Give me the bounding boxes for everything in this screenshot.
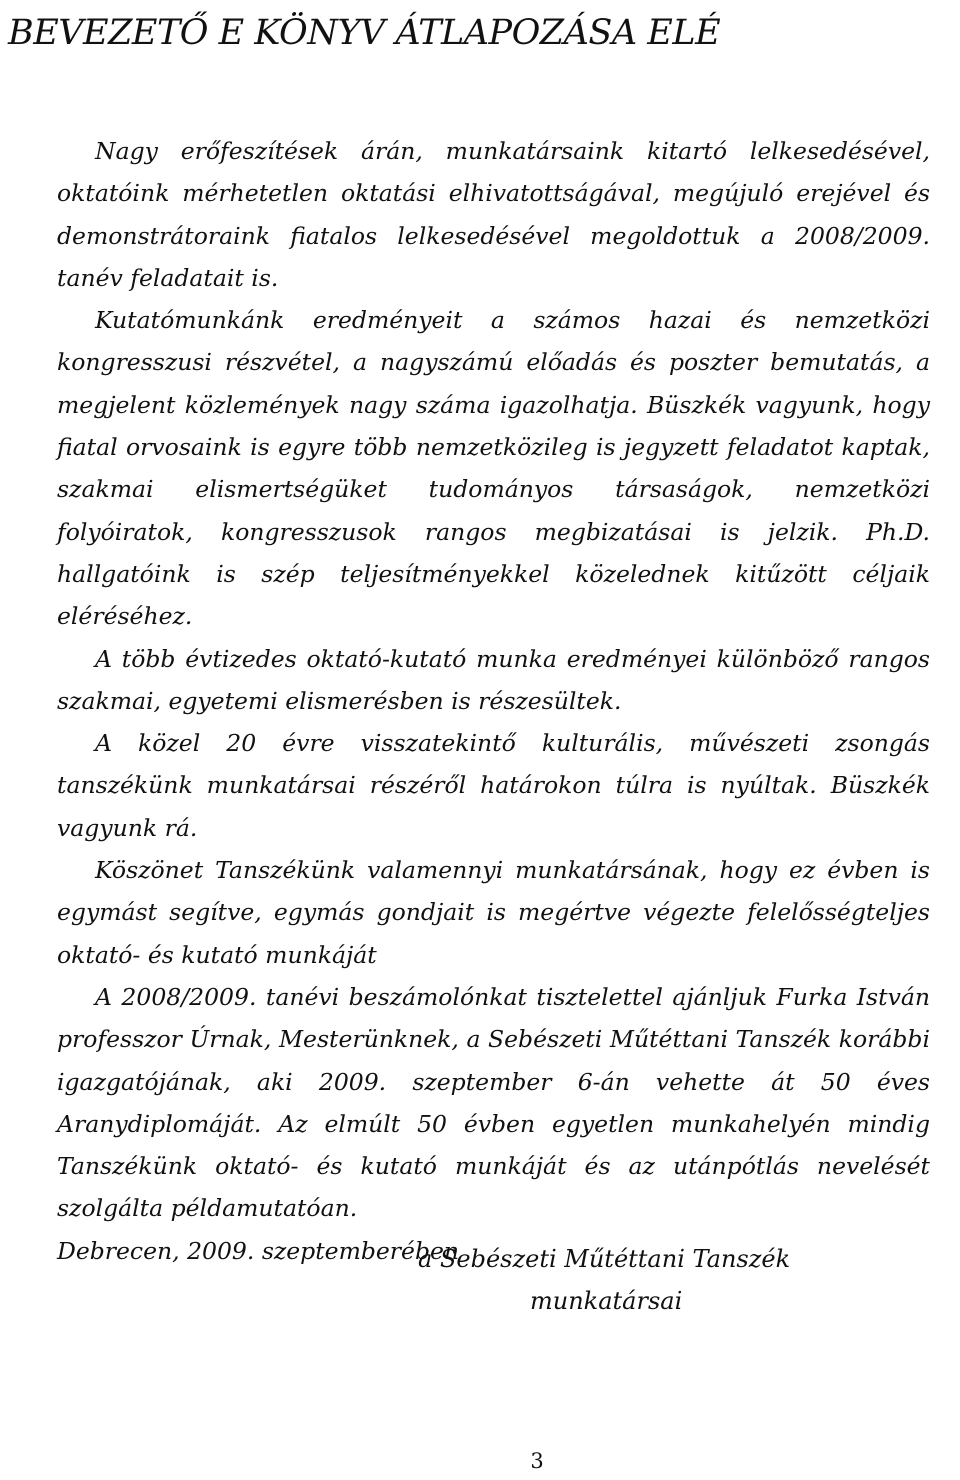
signature-line-1: a Sebészeti Műtéttani Tanszék [418, 1245, 791, 1273]
signature-line-2: munkatársai [530, 1287, 683, 1315]
signature [418, 1238, 790, 1322]
paragraph-dedication: A 2008/2009. tanévi beszámolónkat tisztelettel ajánljuk Furka István professzor Úrnak, Mesterünknek, a Sebészeti Műtéttani Tanszék korábbi igazgatójának, aki 2009. szeptember 6-án vehette át 50 éves Aranydiplomáját. Az elmúlt 50 évben egyetlen munkahelyén mindig Tanszékünk oktató- és kutató munkáját és az utánpótlás nevelését szolgálta példamutatóan. [57, 982, 930, 1223]
paragraph-intro: Nagy erőfeszítések árán, munkatársaink kitartó lelkesedésével, oktatóink mérhetetlen oktatási elhivatottságával, megújuló erejével és demonstrátoraink fiatalos lelkesedésével megoldottuk a 2008/2009. tanév feladatait is. [57, 137, 930, 292]
paragraph-culture: A közel 20 évre visszatekintő kulturális, művészeti zsongás tanszékünk munkatársai részéről határokon túlra is nyúltak. Büszkék vagyunk rá. [57, 729, 930, 842]
page-title: BEVEZETŐ E KÖNYV ÁTLAPOZÁSA ELÉ [8, 13, 721, 53]
dateline: Debrecen, 2009. szeptemberében [57, 1236, 460, 1265]
paragraph-research: Kutatómunkánk eredményeit a számos hazai és nemzetközi kongresszusi részvétel, a nagyszámú előadás és poszter bemutatás, a megjelent közlemények nagy száma igazolhatja. Büszkék vagyunk, hogy fiatal orvosaink is egyre több nemzetközileg is jegyzett feladatot kaptak, szakmai elismertségüket tudományos társaságok, nemzetközi folyóiratok, kongresszusok rangos megbizatásai is jelzik. Ph.D. hallgatóink is szép teljesítményekkel közelednek kitűzött céljaik eléréséhez. [57, 306, 930, 631]
paragraph-recognition: A több évtizedes oktató-kutató munka eredményei különböző rangos szakmai, egyetemi elismerésben is részesültek. [57, 644, 930, 715]
paragraph-thanks: Köszönet Tanszékünk valamennyi munkatársának, hogy ez évben is egymást segítve, egymás gondjait is megértve végezte felelősségteljes oktató- és kutató munkáját [57, 856, 930, 969]
body-text [57, 130, 930, 1272]
page-number: 3 [530, 1449, 544, 1473]
